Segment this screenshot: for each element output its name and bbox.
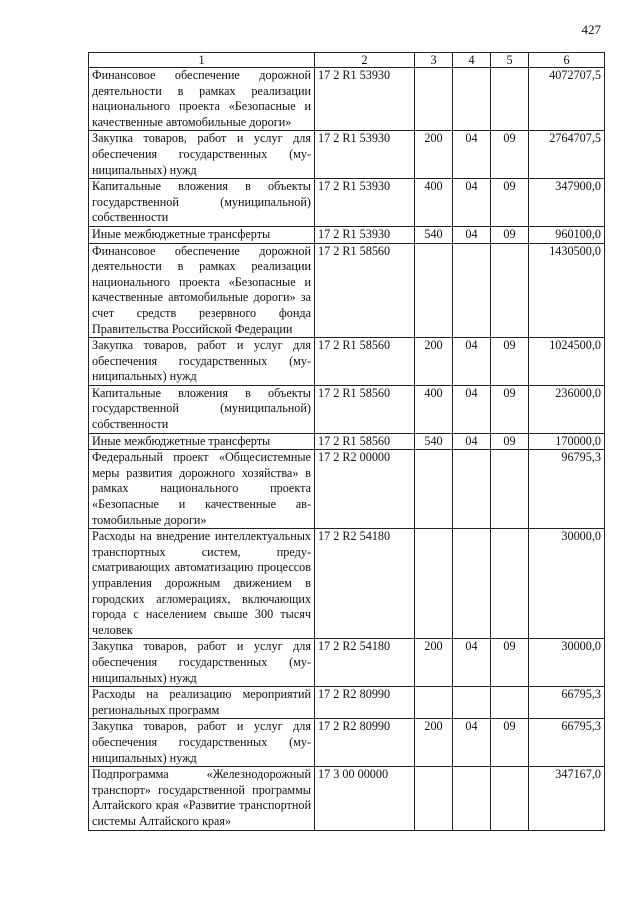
row-name-cell: Финансовое обеспечение дорожной деятельности в рамках реализации национального проекта «Безопасные и качественные автомобильные дороги» (89, 68, 315, 131)
row-name-cell: Капитальные вложения в объекты государственной (муниципальной) собственности (89, 179, 315, 227)
row-amount-cell: 170000,0 (529, 433, 605, 450)
table-row (89, 226, 605, 243)
row-amount-cell: 30000,0 (529, 529, 605, 639)
row-amount-cell: 96795,3 (529, 450, 605, 529)
row-col3-cell (415, 529, 453, 639)
row-code-cell: 17 2 R1 53930 (315, 131, 415, 179)
row-code-cell: 17 2 R2 54180 (315, 529, 415, 639)
row-name-cell: Закупка товаров, работ и услуг для обеспечения государственных (муниципальных) нужд (89, 639, 315, 687)
row-amount-cell: 2764707,5 (529, 131, 605, 179)
row-col3-cell (415, 767, 453, 830)
row-name-cell: Закупка товаров, работ и услуг для обеспечения государственных (муниципальных) нужд (89, 338, 315, 386)
row-col4-cell (453, 243, 491, 338)
table-row (89, 243, 605, 338)
row-col4-cell: 04 (453, 338, 491, 386)
row-col5-cell: 09 (491, 385, 529, 433)
row-name-cell: Капитальные вложения в объекты государственной (муниципальной) собственности (89, 385, 315, 433)
row-col3-cell: 540 (415, 226, 453, 243)
row-col4-cell: 04 (453, 131, 491, 179)
row-name-cell: Федеральный проект «Общесистемные меры развития дорожного хозяйства» в рамках национального проекта «Безопасные и качественные автомобильные дороги» (89, 450, 315, 529)
row-code-cell: 17 2 R1 58560 (315, 433, 415, 450)
header-cell-4: 4 (453, 53, 491, 68)
row-col4-cell (453, 68, 491, 131)
row-col4-cell (453, 529, 491, 639)
row-name-cell: Расходы на реализацию мероприятий региональных программ (89, 687, 315, 719)
table-row (89, 450, 605, 529)
row-code-cell: 17 2 R1 53930 (315, 226, 415, 243)
row-col4-cell: 04 (453, 179, 491, 227)
row-code-cell: 17 2 R1 53930 (315, 68, 415, 131)
row-col4-cell: 04 (453, 226, 491, 243)
row-col3-cell (415, 450, 453, 529)
row-amount-cell: 66795,3 (529, 719, 605, 767)
row-col5-cell (491, 767, 529, 830)
row-col5-cell (491, 68, 529, 131)
row-col4-cell: 04 (453, 639, 491, 687)
row-col5-cell: 09 (491, 719, 529, 767)
table-row (89, 767, 605, 830)
row-col3-cell (415, 68, 453, 131)
table-row (89, 68, 605, 131)
header-cell-5: 5 (491, 53, 529, 68)
table-row (89, 639, 605, 687)
row-name-cell: Финансовое обеспечение дорожной деятельности в рамках реализации национального проекта «Безопасные и качественные автомобильные дороги» за счет средств резервного фонда Правительства Российской Федерации (89, 243, 315, 338)
row-amount-cell: 4072707,5 (529, 68, 605, 131)
row-code-cell: 17 3 00 00000 (315, 767, 415, 830)
page-number: 427 (581, 22, 601, 37)
table-body (89, 68, 605, 831)
row-amount-cell: 1024500,0 (529, 338, 605, 386)
row-col4-cell (453, 687, 491, 719)
row-col3-cell (415, 243, 453, 338)
budget-table (88, 52, 605, 831)
row-col3-cell: 400 (415, 385, 453, 433)
row-col4-cell: 04 (453, 719, 491, 767)
row-col5-cell: 09 (491, 639, 529, 687)
row-amount-cell: 347900,0 (529, 179, 605, 227)
row-name-cell: Расходы на внедрение интеллектуальных транспортных систем, предусматривающих автоматизацию процессов управления дорожным движением в городских агломерациях, включающих города с населением свыше 300 тысяч человек (89, 529, 315, 639)
row-code-cell: 17 2 R2 00000 (315, 450, 415, 529)
row-name-cell: Закупка товаров, работ и услуг для обеспечения государственных (муниципальных) нужд (89, 131, 315, 179)
table-row (89, 687, 605, 719)
row-code-cell: 17 2 R1 58560 (315, 385, 415, 433)
row-amount-cell: 960100,0 (529, 226, 605, 243)
row-name-cell: Иные межбюджетные трансферты (89, 433, 315, 450)
row-amount-cell: 66795,3 (529, 687, 605, 719)
row-col5-cell: 09 (491, 179, 529, 227)
row-col5-cell (491, 450, 529, 529)
row-col4-cell (453, 767, 491, 830)
row-amount-cell: 1430500,0 (529, 243, 605, 338)
header-cell-name: 1 (89, 53, 315, 68)
row-col5-cell: 09 (491, 226, 529, 243)
row-col3-cell: 200 (415, 131, 453, 179)
row-col3-cell: 200 (415, 338, 453, 386)
row-col5-cell (491, 687, 529, 719)
row-amount-cell: 236000,0 (529, 385, 605, 433)
row-name-cell: Закупка товаров, работ и услуг для обеспечения государственных (муниципальных) нужд (89, 719, 315, 767)
row-col5-cell (491, 529, 529, 639)
row-name-cell: Подпрограмма «Железнодорожный транспорт» государственной программы Алтайского края «Развитие транспортной системы Алтайского края» (89, 767, 315, 830)
row-code-cell: 17 2 R2 80990 (315, 719, 415, 767)
row-col5-cell: 09 (491, 131, 529, 179)
header-cell-3: 3 (415, 53, 453, 68)
row-code-cell: 17 2 R2 80990 (315, 687, 415, 719)
table-row (89, 385, 605, 433)
header-cell-code: 2 (315, 53, 415, 68)
row-code-cell: 17 2 R1 58560 (315, 338, 415, 386)
row-amount-cell: 30000,0 (529, 639, 605, 687)
row-col4-cell: 04 (453, 385, 491, 433)
row-col3-cell: 200 (415, 719, 453, 767)
row-col5-cell: 09 (491, 433, 529, 450)
row-col4-cell (453, 450, 491, 529)
row-amount-cell: 347167,0 (529, 767, 605, 830)
table-row (89, 529, 605, 639)
table-row (89, 131, 605, 179)
table-header-row (89, 53, 605, 68)
table-row (89, 719, 605, 767)
row-col3-cell: 540 (415, 433, 453, 450)
row-name-cell: Иные межбюджетные трансферты (89, 226, 315, 243)
row-col4-cell: 04 (453, 433, 491, 450)
table-row (89, 338, 605, 386)
row-code-cell: 17 2 R1 58560 (315, 243, 415, 338)
row-code-cell: 17 2 R2 54180 (315, 639, 415, 687)
table-row (89, 179, 605, 227)
row-code-cell: 17 2 R1 53930 (315, 179, 415, 227)
row-col3-cell (415, 687, 453, 719)
row-col3-cell: 200 (415, 639, 453, 687)
row-col5-cell: 09 (491, 338, 529, 386)
table-row (89, 433, 605, 450)
row-col3-cell: 400 (415, 179, 453, 227)
row-col5-cell (491, 243, 529, 338)
header-cell-amount: 6 (529, 53, 605, 68)
